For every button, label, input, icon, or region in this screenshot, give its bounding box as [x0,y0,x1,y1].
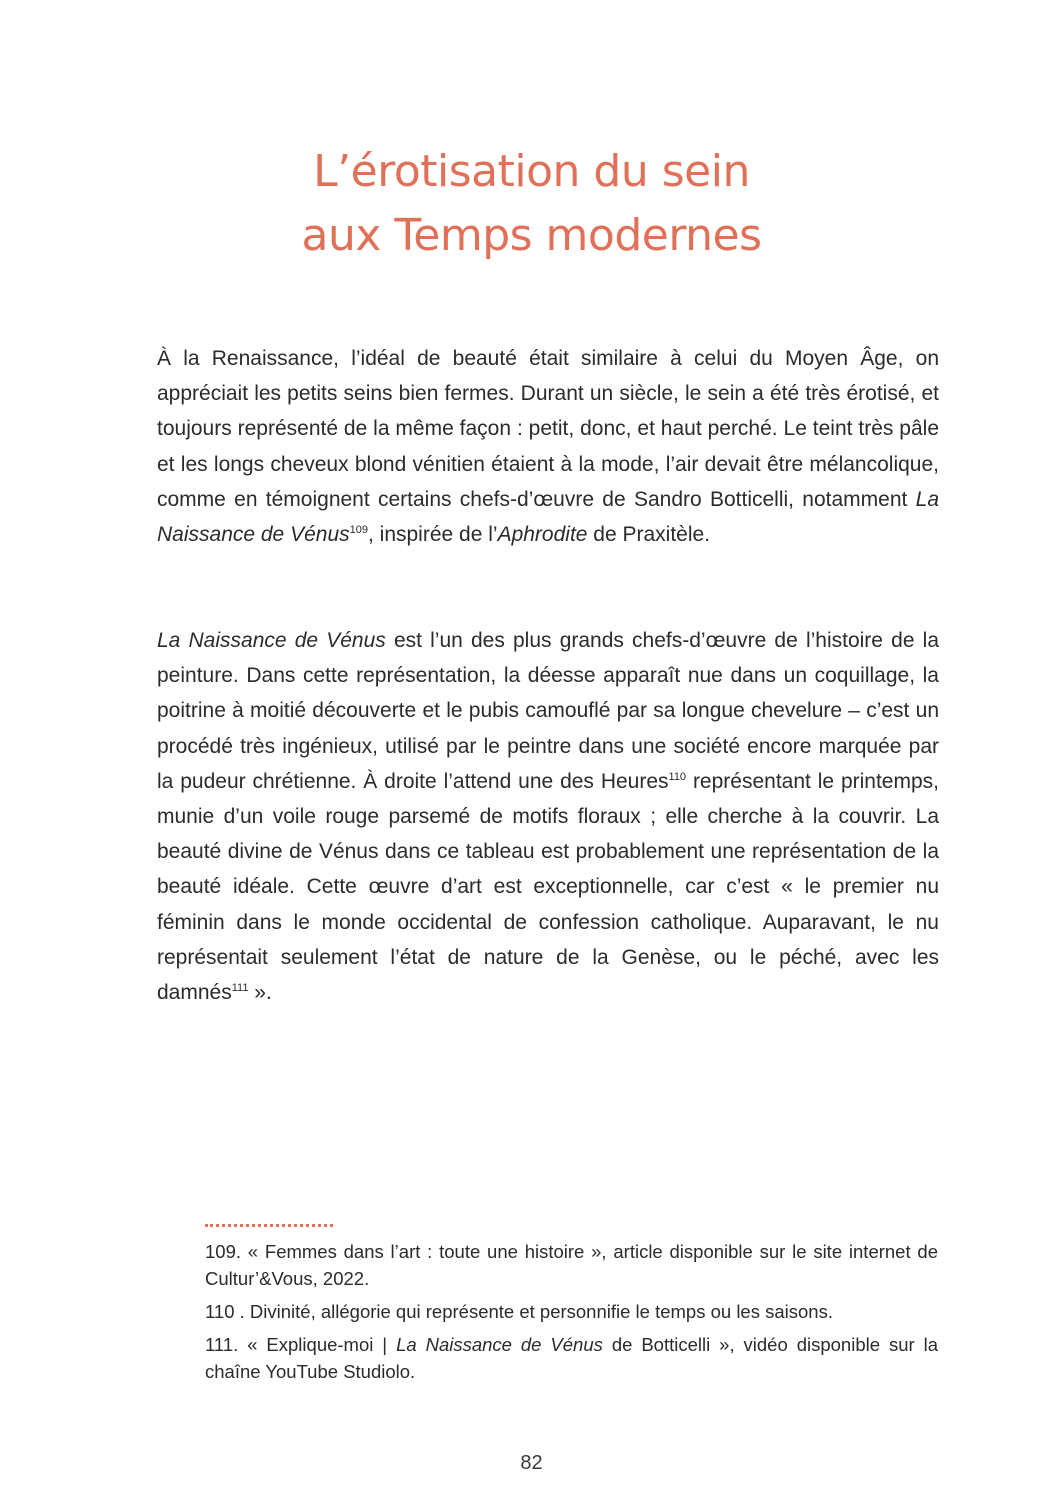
footnote-111 [205,1331,938,1385]
artwork-title: La Naissance de Vénus [157,629,386,652]
body-paragraph-2 [157,623,939,1010]
footnote-109: 109. « Femmes dans l’art : toute une histoire », article disponible sur le site internet de Cultur’&Vous, 2022. [205,1241,938,1289]
paragraph-text: À la Renaissance, l’idéal de beauté était similaire à celui du Moyen Âge, on appréciait les petits seins bien fermes. Durant un siècle, le sein a été très érotisé, et toujours représenté de la même façon : petit, donc, et haut perché. Le teint très pâle et les longs cheveux blond vénitien étaient à la mode, l’air devait être mélancolique, comme en témoignent certains chefs-d’œuvre de Sandro Botticelli, notamment [157,347,939,511]
paragraph-text: ». [248,981,272,1005]
footnote-text: de Botticelli », vidéo disponible sur la chaîne YouTube Studiolo. [205,1334,938,1382]
footnote-divider [205,1224,333,1227]
footnote-ref-111[interactable]: 111 [231,982,249,995]
footnote-text: 111. « Explique-moi | [205,1334,397,1355]
footnotes [205,1238,938,1391]
footnote-110: 110 . Divinité, allégorie qui représente et personnifie le temps ou les saisons. [205,1301,833,1322]
paragraph-text: de Praxitèle. [587,523,711,547]
footnote-ref-109[interactable]: 109 [349,524,368,537]
paragraph-text: , inspirée de l’ [367,523,498,547]
paragraph-text: est l’un des plus grands chefs-d’œuvre de l’histoire de la peinture. Dans cette représentation, la déesse apparaît nue dans un coquillage, la poitrine à moitié découverte et le pubis camouflé par sa longue chevelure – c’est un procédé très ingénieux, utilisé par le peintre dans une société encore marquée par la pudeur chrétienne. À droite l’attend une des Heures [157,629,939,793]
artwork-title: La Naissance de Vénus [157,487,939,547]
artwork-title: La Naissance de Vénus [396,1334,603,1355]
chapter-title-line-2: aux Temps modernes [301,210,762,261]
chapter-title [0,140,1063,268]
page-number: 82 [520,1452,543,1474]
paragraph-text: représentant le printemps, munie d’un voile rouge parsemé de motifs floraux ; elle cherche à la couvrir. La beauté divine de Vénus dans ce tableau est probablement une représentation de la beauté idéale. Cette œuvre d’art est exceptionnelle, car c’est « le premier nu féminin dans le monde occidental de confession catholique. Auparavant, le nu représentait seulement l’état de nature de la Genèse, ou le péché, avec les damnés [157,769,939,1005]
chapter-title-line-1: L’érotisation du sein [313,146,750,197]
artwork-title: Aphrodite [497,523,588,547]
body-paragraph-1 [157,341,939,552]
footnote-ref-110[interactable]: 110 [668,770,687,783]
